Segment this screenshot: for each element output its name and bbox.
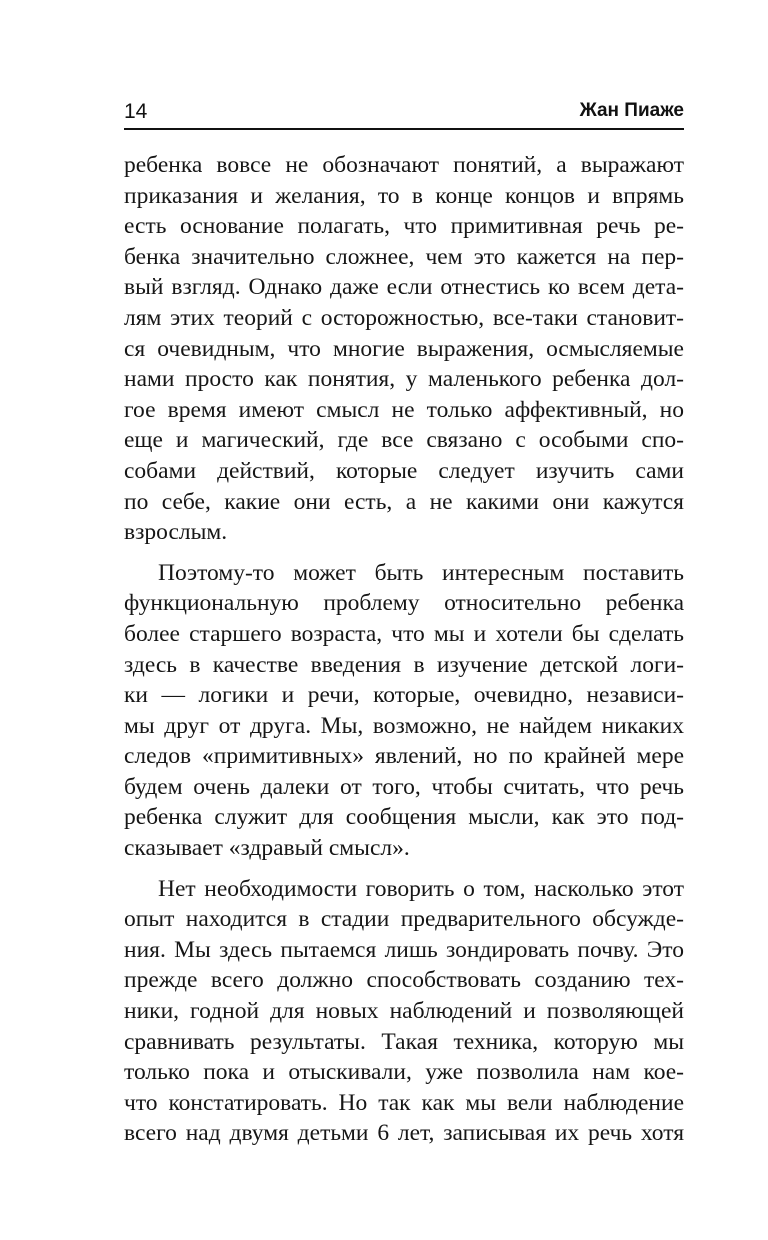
running-head-author: Жан Пиаже [579, 100, 684, 121]
text-line: ребенка вовсе не обозначают понятий, а выражают [124, 152, 684, 178]
text-line: только пока и отыскивали, уже позволила нам кое- [124, 1059, 684, 1086]
text-line: ники, годной для новых наблюдений и позволяющей [124, 998, 684, 1025]
text-line: по себе, какие они есть, а не какими они кажутся [124, 488, 684, 515]
text-line: здесь в качестве введения в изучение детской логи- [124, 651, 684, 678]
text-line: нами просто как понятия, у маленького ребенка дол- [124, 366, 684, 393]
text-line: сравнивать результаты. Такая техника, которую мы [124, 1028, 684, 1055]
text-line: есть основание полагать, что примитивная речь ре- [124, 213, 684, 240]
text-line: что констатировать. Но так как мы вели наблюдение [124, 1089, 684, 1116]
text-line: ребенка служит для сообщения мысли, как это под- [124, 804, 684, 831]
paragraph [124, 874, 684, 1149]
text-line: всего над двумя детьми 6 лет, записывая их речь хотя [124, 1120, 684, 1147]
text-line: ки — логики и речи, которые, очевидно, независи- [124, 682, 684, 709]
page-header [124, 98, 684, 130]
text-line: Нет необходимости говорить о том, насколько этот [158, 875, 684, 902]
text-line: более старшего возраста, что мы и хотели бы сделать [124, 620, 684, 647]
text-line: лям этих теорий с осторожностью, все-таки становит- [124, 304, 684, 331]
body-text [124, 150, 684, 1149]
text-line: следов «примитивных» явлений, но по крайней мере [124, 743, 684, 770]
text-line: еще и магический, где все связано с особыми спо- [124, 427, 684, 454]
page-number: 14 [124, 100, 148, 123]
paragraph [124, 558, 684, 864]
text-line: гое время имеют смысл не только аффективный, но [124, 396, 684, 423]
text-line: будем очень далеки от того, чтобы считать, что речь [124, 773, 684, 800]
text-line: взрослым. [124, 519, 228, 546]
text-line: ся очевидным, что многие выражения, осмысляемые [124, 335, 684, 362]
text-line: приказания и желания, то в конце концов и впрямь [124, 182, 684, 209]
text-line: прежде всего должно способствовать созданию тех- [124, 967, 684, 994]
text-line: сказывает «здравый смысл». [124, 835, 410, 862]
text-line: мы друг от друга. Мы, возможно, не найдем никаких [124, 712, 684, 739]
text-line: опыт находится в стадии предварительного обсужде- [124, 906, 684, 933]
text-line: Поэтому-то может быть интересным поставить [158, 559, 684, 586]
text-line: функциональную проблему относительно ребенка [124, 590, 684, 617]
text-line: собами действий, которые следует изучить сами [124, 457, 684, 484]
text-line: бенка значительно сложнее, чем это кажется на пер- [124, 243, 684, 270]
text-line: вый взгляд. Однако даже если отнестись ко всем дета- [124, 274, 684, 301]
text-line: ния. Мы здесь пытаемся лишь зондировать почву. Это [124, 936, 684, 963]
paragraph [124, 150, 684, 548]
